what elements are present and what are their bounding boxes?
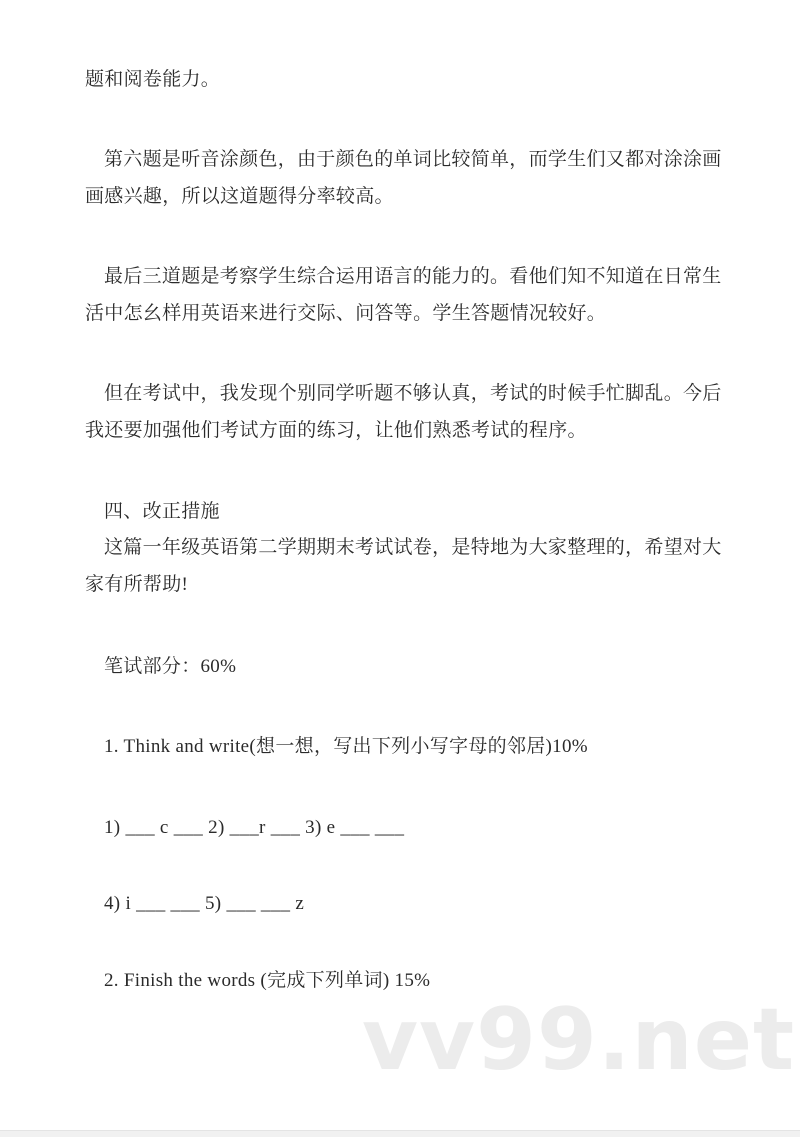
paragraph-line: 题和阅卷能力。 [85, 69, 221, 90]
paragraph-line: 这篇一年级英语第二学期期末考试试卷，是特地为大家整理的，希望对大 [104, 537, 722, 558]
watermark: vv99.net [362, 990, 796, 1090]
paragraph-line: 最后三道题是考察学生综合运用语言的能力的。看他们知不知道在日常生 [104, 266, 722, 287]
paragraph-line: 但在考试中，我发现个别同学听题不够认真，考试的时候手忙脚乱。今后 [104, 383, 722, 404]
paragraph-line: 笔试部分：60% [104, 656, 237, 677]
page-bottom-edge [0, 1130, 800, 1137]
paragraph-line: 画感兴趣，所以这道题得分率较高。 [85, 186, 394, 207]
question-title: 2. Finish the words (完成下列单词) 15% [104, 970, 431, 991]
question-item: 1) ___ c ___ 2) ___r ___ 3) e ___ ___ [104, 817, 405, 838]
section-heading: 四、改正措施 [104, 501, 220, 522]
paragraph-line: 家有所帮助! [85, 574, 189, 595]
paragraph-line: 活中怎幺样用英语来进行交际、问答等。学生答题情况较好。 [85, 303, 607, 324]
question-title: 1. Think and write(想一想，写出下列小写字母的邻居)10% [104, 736, 588, 757]
paragraph-line: 第六题是听音涂颜色，由于颜色的单词比较简单，而学生们又都对涂涂画 [104, 149, 722, 170]
question-item: 4) i ___ ___ 5) ___ ___ z [104, 893, 305, 914]
paragraph-line: 我还要加强他们考试方面的练习，让他们熟悉考试的程序。 [85, 420, 587, 441]
